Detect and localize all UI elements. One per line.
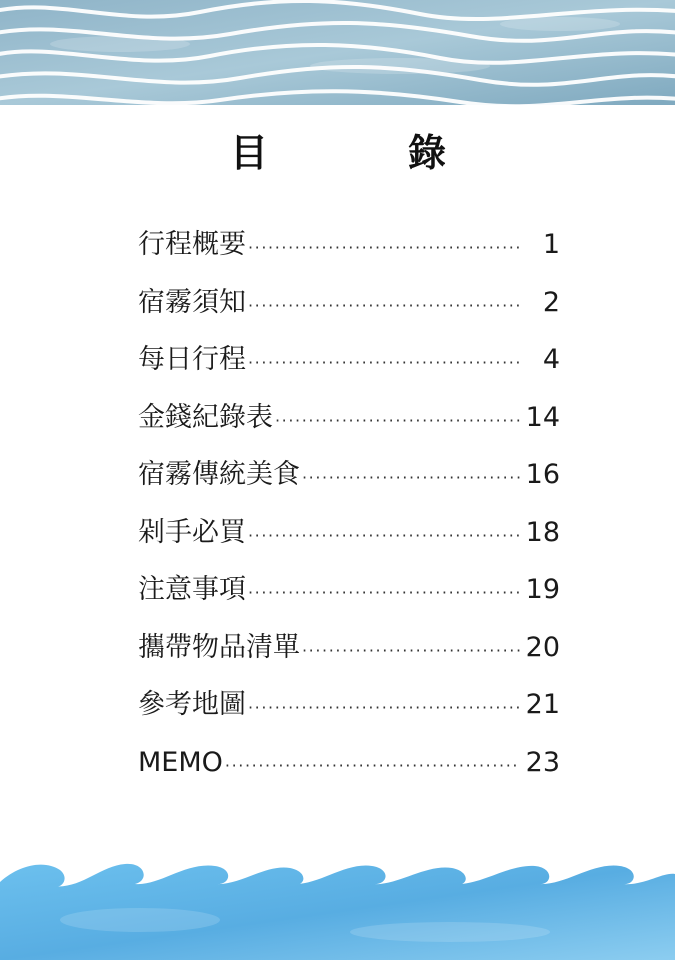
toc-entry[interactable] bbox=[138, 567, 560, 625]
toc-entry[interactable] bbox=[138, 740, 560, 798]
dot-leader bbox=[248, 685, 520, 731]
toc-entry[interactable] bbox=[138, 337, 560, 395]
toc-entry-label: 每日行程 bbox=[138, 344, 246, 375]
toc-entry-page: 19 bbox=[525, 574, 560, 605]
dot-leader bbox=[225, 743, 520, 789]
toc-entry-page: 21 bbox=[525, 689, 560, 720]
toc-entry[interactable] bbox=[138, 222, 560, 280]
dot-leader bbox=[302, 455, 520, 501]
toc-entry[interactable] bbox=[138, 452, 560, 510]
toc-entry[interactable] bbox=[138, 395, 560, 453]
toc-entry-page: 16 bbox=[525, 459, 560, 490]
toc-entry-label: 注意事項 bbox=[138, 574, 246, 605]
toc-entry-page: 14 bbox=[525, 401, 560, 433]
dot-leader bbox=[248, 225, 520, 271]
toc-entry-page: 18 bbox=[525, 516, 560, 548]
toc-entry-label: 行程概要 bbox=[138, 229, 246, 260]
toc-entry-page: 23 bbox=[525, 746, 560, 778]
dot-leader bbox=[275, 398, 520, 444]
toc-entry-page: 4 bbox=[542, 344, 560, 375]
toc-entry[interactable] bbox=[138, 625, 560, 683]
toc-entry[interactable] bbox=[138, 280, 560, 338]
toc-entry[interactable] bbox=[138, 510, 560, 568]
toc-entry-label: MEMO bbox=[138, 746, 223, 778]
toc-entry-label: 宿霧須知 bbox=[138, 286, 246, 318]
toc-entry-page: 2 bbox=[542, 286, 560, 318]
toc-entry-page: 1 bbox=[542, 229, 560, 260]
title-char: 目 bbox=[230, 130, 269, 175]
toc-entry-label: 攜帶物品清單 bbox=[138, 631, 300, 663]
dot-leader bbox=[302, 628, 520, 674]
toc-entry-label: 剁手必買 bbox=[138, 516, 246, 548]
table-of-contents bbox=[138, 222, 560, 797]
toc-entry-label: 宿霧傳統美食 bbox=[138, 459, 300, 490]
page-title bbox=[0, 128, 675, 178]
dot-leader bbox=[248, 340, 520, 386]
top-watercolor-wave-band bbox=[0, 0, 675, 105]
toc-entry[interactable] bbox=[138, 682, 560, 740]
dot-leader bbox=[248, 283, 520, 329]
dot-leader bbox=[248, 570, 520, 616]
dot-leader bbox=[248, 513, 520, 559]
toc-entry-label: 金錢紀錄表 bbox=[138, 401, 273, 433]
toc-entry-page: 20 bbox=[525, 631, 560, 663]
bottom-watercolor-wave-band bbox=[0, 860, 675, 960]
title-char: 錄 bbox=[408, 130, 447, 175]
toc-entry-label: 參考地圖 bbox=[138, 689, 246, 720]
